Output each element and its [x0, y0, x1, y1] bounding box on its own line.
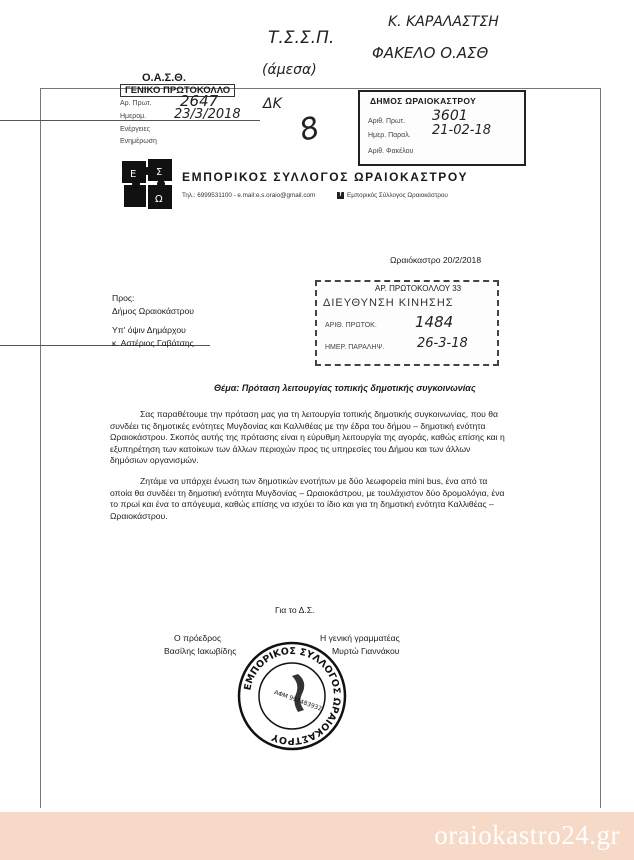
watermark-banner [0, 812, 634, 860]
logo-letter-s: Σ [156, 167, 163, 178]
oasth-row1-label: Αρ. Πρωτ. [120, 100, 152, 107]
watermark-text: oraiokastro24.gr [434, 820, 620, 850]
oasth-row2-value: 23/3/2018 [174, 107, 241, 122]
association-logo [118, 155, 180, 213]
seal-emblem [292, 674, 304, 712]
protocol-stamp [315, 280, 499, 366]
recipient-attn-label: Υπ' όψιν Δημάρχου [112, 325, 186, 335]
body-paragraph-1: Σας παραθέτουμε την πρόταση μας για τη λειτουργία τοπικής δημοτικής συγκοινωνίας, που θα συνδέει τις δημοτικές ενότητες Μυγδονίας και Καλλιθέας με την έδρα του δήμου – δημοτική ενότητα Ωραιοκάστρου. Σκοπός αυτής της πρότασης είναι η εύρυθμη λειτουργία της αγοράς, καθώς επίσης και η εξυπηρέτηση των κατοίκων των άλλων περιοχών προς τις υπηρεσίες του Δήμου και των άλλων δημόσιων οργανισμών. [110, 409, 505, 466]
handwritten-mark: 8 [295, 110, 324, 149]
oasth-row1-value: 2647 [180, 92, 219, 110]
logo-knob-1 [143, 167, 151, 175]
body-paragraph-2: Ζητάμε να υπάρχει ένωση των δημοτικών ενοτήτων με δύο λεωφορεία mini bus, ένα από τα οποία θα συνδέει τη δημοτική ενότητα Μυγδονίας – Ωραιοκάστρου, με τουλάχιστον δύο δρομολόγια, ένα το πρωί και ένα το απόγευμα, καθώς επίσης να ισχύει το ίδιο και για τη δημοτική ενότητα Καλλιθέας – Ωραιοκάστρου. [110, 476, 505, 521]
protocol-row2-value: 1484 [415, 313, 454, 331]
oasth-row4-label: Ενημέρωση [120, 138, 157, 145]
handwritten-initials: ΔΚ [263, 96, 282, 112]
recipient-attn-name: κ. Αστέριος Γαβότσης [112, 338, 194, 348]
signature-left-name: Βασίλης Ιακωβίδης [164, 646, 237, 656]
logo-letter-o: Ω [155, 194, 163, 205]
association-seal [236, 640, 348, 752]
handwritten-routing-1: Κ. ΚΑΡΑΛΑΣΤΣΗ [388, 14, 499, 30]
protocol-row1: ΑΡ. ΠΡΩΤΟΚΟΛΛΟΥ 33 [375, 284, 462, 293]
recipient-to-name: Δήμος Ωραιοκάστρου [112, 306, 194, 316]
seal-inner-text: ΑΦΜ 997483932 [273, 688, 323, 713]
letterhead-contact: Τηλ.: 6999531100 - e.mail:e.s.oraio@gmail.com [182, 192, 316, 199]
handwritten-routing-2: ΦΑΚΕΛΟ Ο.ΑΣΘ [372, 44, 489, 62]
oasth-row2-label: Ημερομ. [120, 113, 147, 120]
document-date: Ωραιόκαστρο 20/2/2018 [390, 255, 482, 265]
signature-left-role: Ο πρόεδρος [174, 633, 222, 643]
logo-knob-2 [132, 180, 140, 188]
municipality-row2-label: Ημερ. Παραλ. [368, 132, 411, 139]
municipality-row2-value: 21-02-18 [432, 123, 492, 138]
oasth-stamp [112, 72, 260, 148]
handwritten-urgent: (άμεσα) [262, 62, 317, 78]
oasth-stamp-title: ΓΕΝΙΚΟ ΠΡΩΤΟΚΟΛΛΟ [120, 84, 235, 97]
subject-line: Θέμα: Πρόταση λειτουργίας τοπικής δημοτικής συγκοινωνίας [214, 383, 476, 393]
municipality-row1-value: 3601 [432, 108, 468, 124]
facebook-icon: f [337, 192, 344, 199]
recipient-to-label: Προς: [112, 293, 135, 303]
seal-ring-text: ΕΜΠΟΡΙΚΟΣ ΣΥΛΛΟΓΟΣ ΩΡΑΙΟΚΑΣΤΡΟΥ [242, 645, 343, 747]
municipality-row1-label: Αριθ. Πρωτ. [368, 118, 406, 125]
municipality-stamp [358, 90, 526, 166]
oasth-row3-label: Ενέργειες [120, 126, 150, 133]
scan-line-right [600, 88, 601, 808]
letterhead-fb: Εμπορικός Σύλλογος Ωραιοκάστρου [347, 192, 448, 199]
letterhead-name: ΕΜΠΟΡΙΚΟΣ ΣΥΛΛΟΓΟΣ ΩΡΑΙΟΚΑΣΤΡΟΥ [182, 170, 469, 184]
signature-right-role: Η γενική γραμματέας [320, 633, 400, 643]
logo-knob-3 [157, 180, 165, 188]
protocol-row2-label: ΑΡΙΘ. ΠΡΩΤΟΚ. [325, 322, 377, 329]
scan-line-left [40, 88, 41, 808]
signature-right-name: Μυρτώ Γιαννάκου [332, 646, 400, 656]
protocol-row3-label: ΗΜΕΡ. ΠΑΡΑΛΗΨ. [325, 344, 385, 351]
municipality-stamp-title: ΔΗΜΟΣ ΩΡΑΙΟΚΑΣΤΡΟΥ [370, 96, 477, 106]
oasth-stamp-org: Ο.Α.Σ.Θ. [142, 72, 186, 84]
logo-letter-e: Ε [130, 169, 137, 180]
handwritten-ref: Τ.Σ.Σ.Π. [268, 28, 335, 48]
logo-puzzle-3 [124, 185, 146, 207]
protocol-title: ΔΙΕΥΘΥΝΣΗ ΚΙΝΗΣΗΣ [323, 297, 454, 309]
protocol-row3-value: 26-3-18 [417, 336, 468, 351]
closing-line: Για το Δ.Σ. [275, 605, 315, 615]
municipality-row3-label: Αριθ. Φακέλου [368, 148, 414, 155]
